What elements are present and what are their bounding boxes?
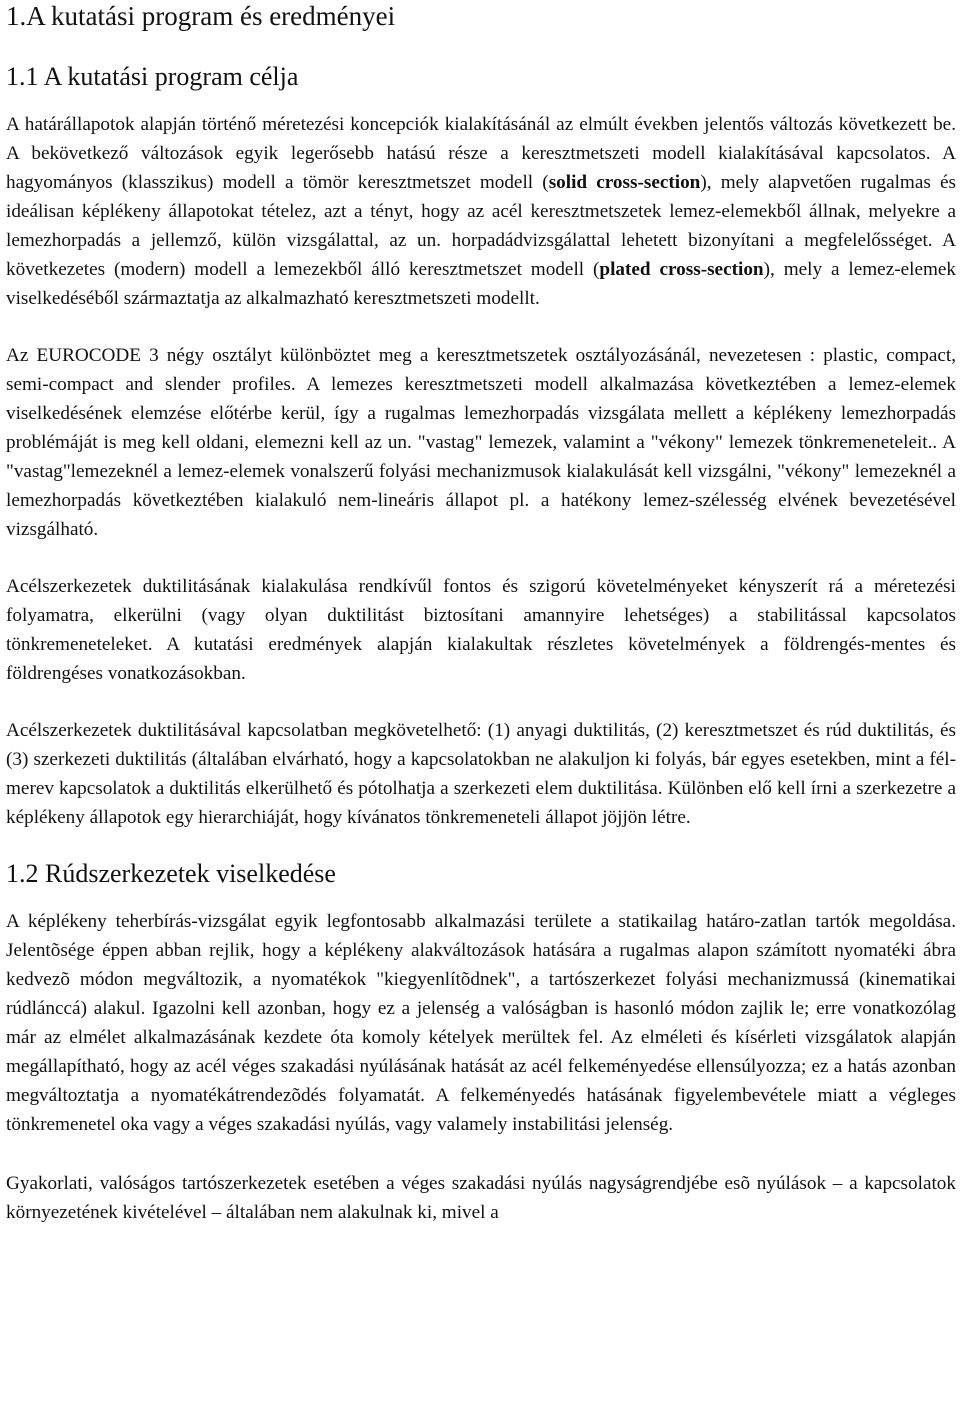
section-heading-1-1: 1.1 A kutatási program célja xyxy=(6,62,299,91)
plated-cross-section-term: plated cross-section xyxy=(599,259,764,280)
paragraph-5: A képlékeny teherbírás-vizsgálat egyik legfontosabb alkalmazási területe a statikailag határo-zatlan tartók megoldása. Jelentõsége éppen abban rejlik, hogy a képlékeny alakváltozások hatására a rugalmas alapon számított nyomatéki ábra kedvezõ módon megváltozik, a nyomatékok "kiegyenlítõdnek", a tartószerkezet folyási mechanizmussá (kinematikai rúdlánccá) alakul. Igazolni kell azonban, hogy ez a jelenség a valóságban is hasonló módon zajlik le; erre vonatkozólag már az elmélet alkalmazásának kezdete óta komoly kételyek merültek fel. Az elméleti és kísérleti vizsgálatok alapján megállapítható, hogy az acél véges szakadási nyúlásának hatását az acél felkeményedése ellensúlyozza; ez a hatás azonban megváltoztatja a nyomatékátrendezõdés folyamatát. A felkeményedés hatásának figyelembevétele miatt a végleges tönkremenetel oka vagy a véges szakadási nyúlás, vagy valamely instabilitási jelenség. xyxy=(6,911,956,1135)
paragraph-1-text-a: A határállapotok alapján történő méretezési koncepciók kialakításánál az elmúlt években jelentős változás következett be. A bekövetkező változások egyik legerősebb hatású része a keresztmetszeti modell kialakításával kapcsolatos. A hagyományos (klasszikus) modell a tömör keresztmetszet modell ( xyxy=(6,114,956,193)
paragraph-1-text-c: ), mely a lemez-elemek viselkedéséből származtatja az alkalmazható keresztmetszeti modellt. xyxy=(6,259,956,309)
paragraph-3: Acélszerkezetek duktilitásának kialakulása rendkívűl fontos és szigorú követelményeket kényszerít rá a méretezési folyamatra, elkerülni (vagy olyan duktilitást biztosítani amannyire lehetséges) a stabilitással kapcsolatos tönkremeneteleket. A kutatási eredmények alapján kialakultak részletes követelmények a földrengés-mentes és földrengéses vonatkozásokban. xyxy=(6,576,956,684)
solid-cross-section-term: solid cross-section xyxy=(548,172,701,193)
section-heading-1-2: 1.2 Rúdszerkezetek viselkedése xyxy=(6,859,336,888)
paragraph-1-text-b: ), mely alapvetően rugalmas és ideálisan képlékeny állapotokat tételez, azt a tényt, hogy az acél keresztmetszetek lemez-elemekből állnak, melyekre a lemezhorpadás a jellemző, külön vizsgálattal, az un. horpadádvizsgálattal lehetett bizonyítani a megfelelősséget. A következetes (modern) modell a lemezekből álló keresztmetszet modell ( xyxy=(6,172,956,280)
paragraph-1 xyxy=(6,110,956,313)
paragraph-2: Az EUROCODE 3 négy osztályt különböztet meg a keresztmetszetek osztályozásánál, nevezetesen : plastic, compact, semi-compact and slender profiles. A lemezes keresztmetszeti modell alkalmazása következtében a lemez-elemek viselkedésének elemzése előtérbe kerül, így a rugalmas lemezhorpadás vizsgálata mellett a képlékeny lemezhorpadás problémáját is meg kell oldani, elemezni kell az un. "vastag" lemezek, valamint a "vékony" lemezek tönkremeneteleit.. A "vastag"lemezeknél a lemez-elemek vonalszerű folyási mechanizmusok kialakulását kell vizsgálni, "vékony" lemezeknél a lemezhorpadás következtében kialakuló nem-lineáris állapot pl. a hatékony lemez-szélesség elvének bevezetésével vizsgálható. xyxy=(6,345,956,540)
paragraph-6: Gyakorlati, valóságos tartószerkezetek esetében a véges szakadási nyúlás nagyságrendjébe esõ nyúlások – a kapcsolatok környezetének kivételével – általában nem alakulnak ki, mivel a xyxy=(6,1173,956,1223)
paragraph-4: Acélszerkezetek duktilitásával kapcsolatban megkövetelhető: (1) anyagi duktilitás, (2) keresztmetszet és rúd duktilitás, és (3) szerkezeti duktilitás (általában elvárható, hogy a kapcsolatokban ne alakuljon ki folyás, bár egyes esetekben, mint a fél-merev kapcsolatok a duktilitás elkerülhető és pótolhatja a szerkezeti elem duktilitása. Különben elő kell írni a szerkezetre a képlékeny állapotok egy hierarchiáját, hogy kívánatos tönkremeneteli állapot jöjjön létre. xyxy=(6,720,956,828)
main-heading: 1.A kutatási program és eredményei xyxy=(6,1,396,31)
